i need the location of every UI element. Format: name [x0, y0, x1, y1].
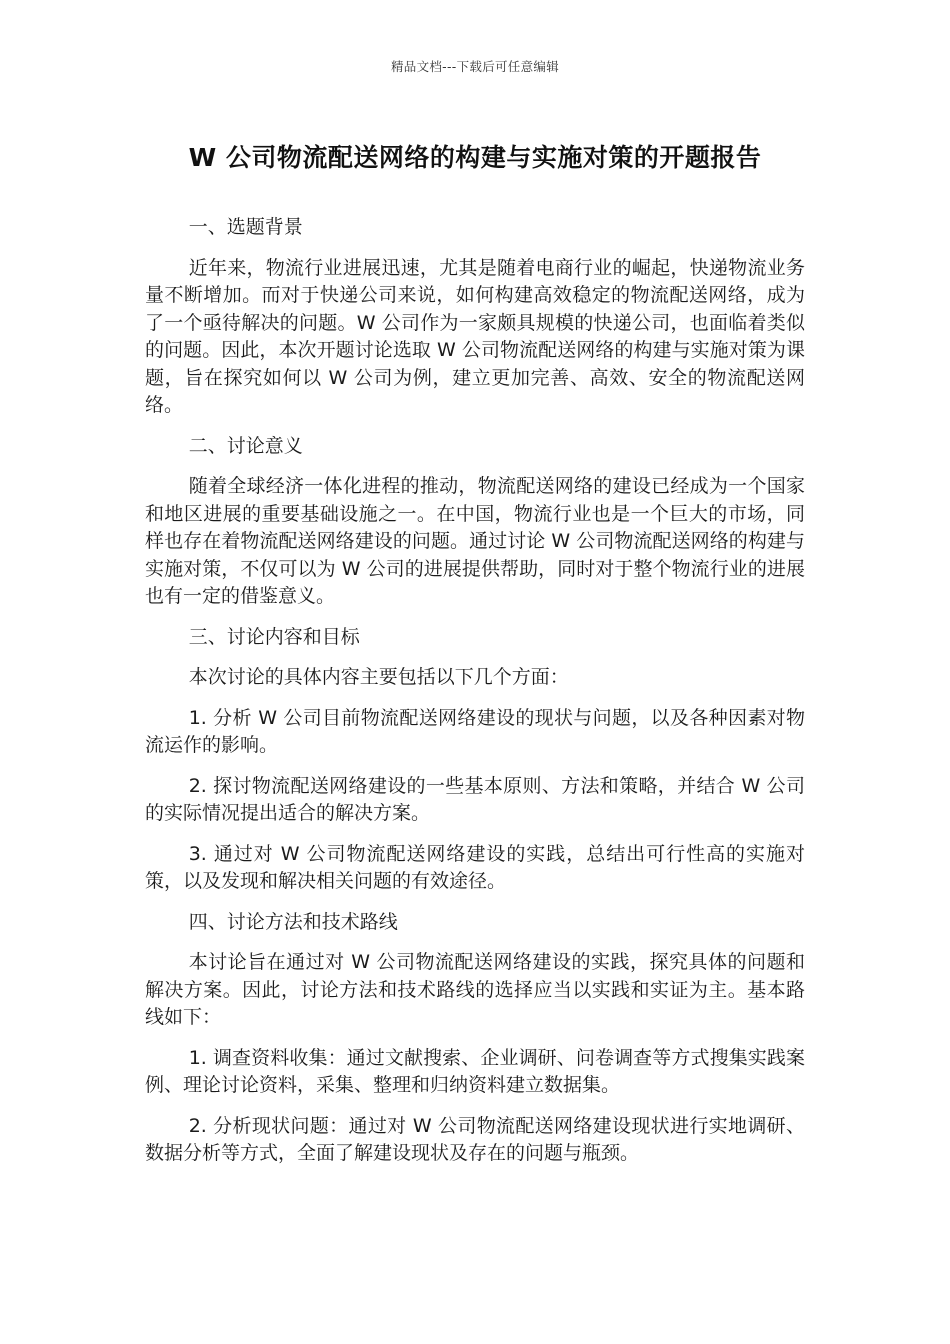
section-heading-content-goals: 三、讨论内容和目标 [188, 625, 360, 648]
paragraph-methods-intro: 本讨论旨在通过对 W 公司物流配送网络建设的实践，探究具体的问题和解决方案。因此，讨论方法和技术路线的选择应当以实践和实证为主。基本路线如下： [145, 951, 805, 1028]
list-item-methods-1: 1. 调查资料收集：通过文献搜索、企业调研、问卷调查等方式搜集实践案例、理论讨论资料，采集、整理和归纳资料建立数据集。 [145, 1046, 805, 1096]
list-item-content-1: 1. 分析 W 公司目前物流配送网络建设的现状与问题，以及各种因素对物流运作的影响。 [145, 706, 805, 756]
header-note: 精品文档---下载后可任意编辑 [390, 59, 560, 74]
document-title: W 公司物流配送网络的构建与实施对策的开题报告 [188, 143, 762, 172]
paragraph-content-intro: 本次讨论的具体内容主要包括以下几个方面： [188, 666, 569, 688]
list-item-content-2: 2. 探讨物流配送网络建设的一些基本原则、方法和策略，并结合 W 公司的实际情况提出适合的解决方案。 [145, 774, 805, 824]
document-body [145, 214, 805, 1181]
paragraph-background: 近年来，物流行业进展迅速，尤其是随着电商行业的崛起，快递物流业务量不断增加。而对于快递公司来说，如何构建高效稳定的物流配送网络，成为了一个亟待解决的问题。W 公司作为一家颇具规模的快递公司，也面临着类似的问题。因此，本次开题讨论选取 W 公司物流配送网络的构建与实施对策为课题，旨在探究如何以 W 公司为例，建立更加完善、高效、安全的物流配送网络。 [145, 256, 805, 416]
section-heading-methods: 四、讨论方法和技术路线 [188, 910, 398, 933]
section-heading-background: 一、选题背景 [188, 216, 303, 238]
list-item-methods-2: 2. 分析现状问题：通过对 W 公司物流配送网络建设现状进行实地调研、数据分析等方式，全面了解建设现状及存在的问题与瓶颈。 [145, 1114, 805, 1164]
section-heading-significance: 二、讨论意义 [188, 434, 303, 457]
list-item-content-3: 3. 通过对 W 公司物流配送网络建设的实践，总结出可行性高的实施对策，以及发现和解决相关问题的有效途径。 [145, 842, 805, 892]
paragraph-significance: 随着全球经济一体化进程的推动，物流配送网络的建设已经成为一个国家和地区进展的重要基础设施之一。在中国，物流行业也是一个巨大的市场，同样也存在着物流配送网络建设的问题。通过讨论 W 公司物流配送网络的构建与实施对策，不仅可以为 W 公司的进展提供帮助，同时对于整个物流行业的进展也有一定的借鉴意义。 [145, 475, 805, 607]
